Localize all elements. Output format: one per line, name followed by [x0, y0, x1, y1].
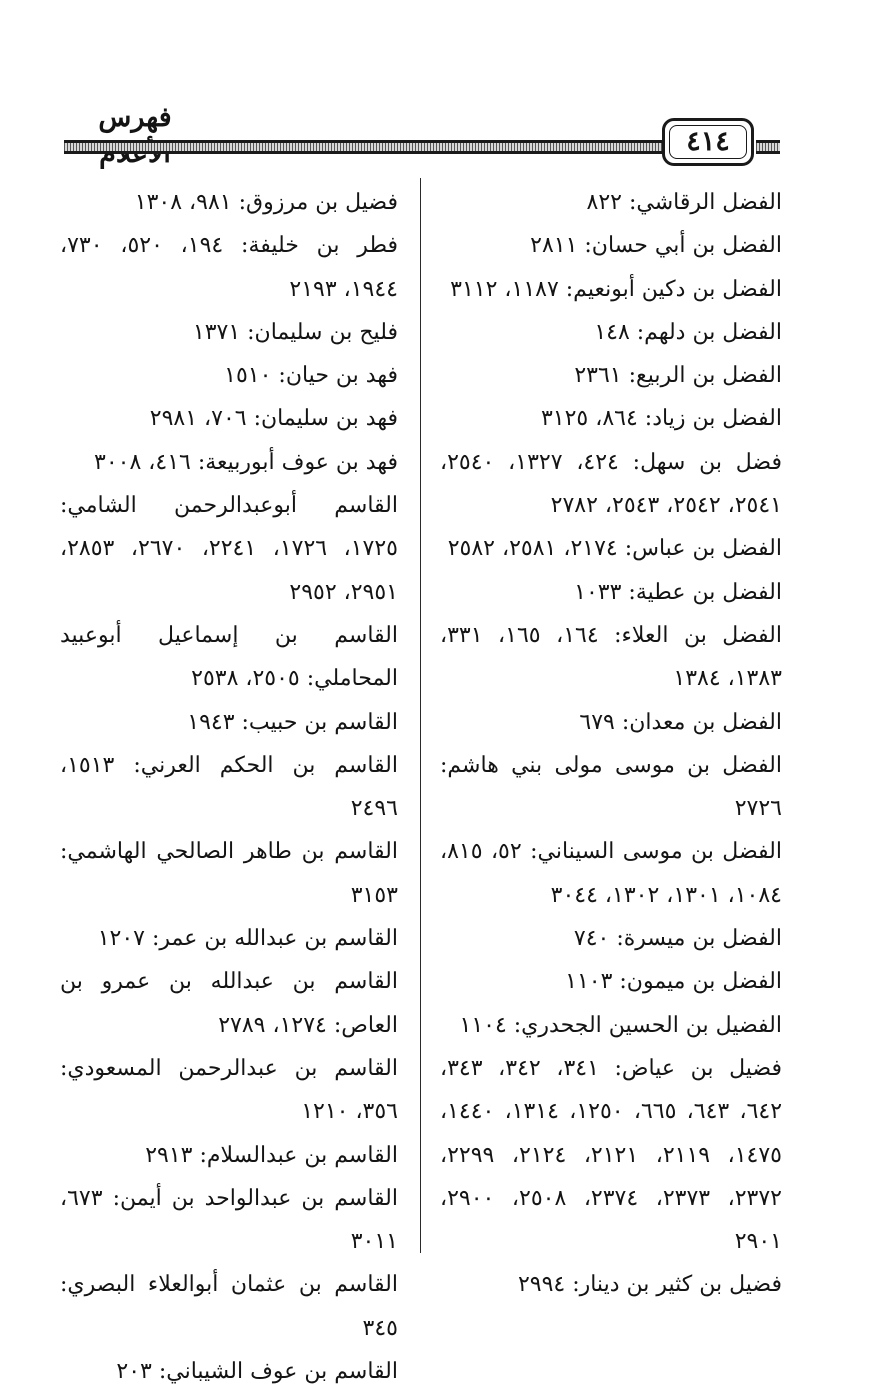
index-entry: الفضل بن دلهم: ١٤٨	[594, 319, 782, 345]
index-entry: الفضل بن ميمون: ١١٠٣	[565, 969, 782, 995]
index-entry: الفضل بن الربيع: ٢٣٦١	[574, 363, 782, 389]
index-entry: القاسم بن عبدالله بن عمرو بن العاص: ١٢٧٤، ٢٧٨٩	[60, 969, 398, 1038]
index-entry: الفضل بن العلاء: ١٦٤، ١٦٥، ٣٣١، ١٣٨٣، ١٣٨٤	[440, 622, 782, 692]
index-entry: القاسم بن حبيب: ١٩٤٣	[187, 709, 398, 735]
index-entry: الفضل بن عباس: ٢١٧٤، ٢٥٨١، ٢٥٨٢	[447, 536, 782, 562]
index-entry: الفضيل بن الحسين الجحدري: ١١٠٤	[459, 1012, 782, 1038]
index-entry: القاسم أبوعبدالرحمن الشامي: ١٧٢٥، ١٧٢٦، ٢٢٤١، ٢٦٧٠، ٢٨٥٣، ٢٩٥١، ٢٩٥٢	[60, 493, 398, 605]
index-entry: الفضل بن عطية: ١٠٣٣	[574, 579, 782, 605]
index-entry: الفضل بن معدان: ٦٧٩	[579, 709, 782, 735]
index-entry: فهد بن حيان: ١٥١٠	[224, 363, 398, 389]
index-entry: القاسم بن عبدالسلام: ٢٩١٣	[145, 1142, 398, 1168]
header-rule	[64, 140, 662, 154]
index-entry: الفضل الرقاشي: ٨٢٢	[586, 190, 782, 215]
index-entry: فليح بن سليمان: ١٣٧١	[192, 319, 398, 345]
index-entry: فطر بن خليفة: ١٩٤، ٥٢٠، ٧٣٠، ١٩٤٤، ٢١٩٣	[60, 233, 399, 302]
index-entry: فهد بن سليمان: ٧٠٦، ٢٩٨١	[149, 406, 398, 432]
index-entry: القاسم بن عبدالله بن عمر: ١٢٠٧	[97, 926, 398, 952]
index-entry: فضل بن سهل: ٤٢٤، ١٣٢٧، ٢٥٤٠، ٢٥٤١، ٢٥٤٢، ٢٥٤٣، ٢٧٨٢	[440, 449, 782, 519]
index-entry: القاسم بن عوف الشيباني: ٢٠٣	[116, 1359, 398, 1385]
index-entry: فضيل بن مرزوق: ٩٨١، ١٣٠٨	[134, 190, 398, 215]
index-entry: الفضل بن موسى السيناني: ٥٢، ٨١٥، ١٠٨٤، ١٣٠١، ١٣٠٢، ٣٠٤٤	[440, 839, 782, 908]
index-entry: القاسم بن الحكم العرني: ١٥١٣، ٢٤٩٦	[60, 752, 398, 822]
page-title: فهرس	[98, 102, 172, 133]
column-divider	[420, 178, 421, 1253]
index-entry: القاسم بن عبدالواحد بن أيمن: ٦٧٣، ٣٠١١	[60, 1185, 398, 1255]
index-column-right	[440, 181, 782, 1307]
index-entry: القاسم بن عبدالرحمن المسعودي: ٣٥٦، ١٢١٠	[60, 1055, 398, 1125]
index-entry: فضيل بن عياض: ٣٤١، ٣٤٢، ٣٤٣، ٦٤٢، ٦٤٣، ٦٦٥، ١٢٥٠، ١٣١٤، ١٤٤٠، ١٤٧٥، ٢١١٩، ٢١٢١، ٢١٢٤، ٢٢٩٩، ٢٣٧٢، ٢٣٧٣، ٢٣٧٤، ٢٥٠٨، ٢٩٠٠، ٢٩٠١	[440, 1055, 783, 1255]
page-header	[0, 0, 873, 170]
index-entry: القاسم بن طاهر الصالحي الهاشمي: ٣١٥٣	[60, 839, 398, 908]
index-entry: الفضل بن أبي حسان: ٢٨١١	[530, 233, 782, 259]
index-entry: فضيل بن كثير بن دينار: ٢٩٩٤	[517, 1272, 782, 1298]
index-entry: الفضل بن ميسرة: ٧٤٠	[573, 926, 782, 952]
index-entry: الفضل بن دكين أبونعيم: ١١٨٧، ٣١١٢	[450, 276, 782, 302]
page-number: ٤١٤	[662, 118, 754, 166]
index-entry: فهد بن عوف أبوربيعة: ٤١٦، ٣٠٠٨	[94, 449, 398, 475]
index-entry: القاسم بن عثمان أبوالعلاء البصري: ٣٤٥	[60, 1272, 398, 1341]
index-entry: القاسم بن إسماعيل أبوعبيد المحاملي: ٢٥٠٥، ٢٥٣٨	[60, 622, 398, 692]
header-rule-end	[756, 140, 780, 154]
index-entry: الفضل بن موسى مولى بني هاشم: ٢٧٢٦	[440, 752, 782, 822]
index-column-left	[60, 181, 398, 1393]
index-entry: الفضل بن زياد: ٨٦٤، ٣١٢٥	[540, 406, 782, 432]
